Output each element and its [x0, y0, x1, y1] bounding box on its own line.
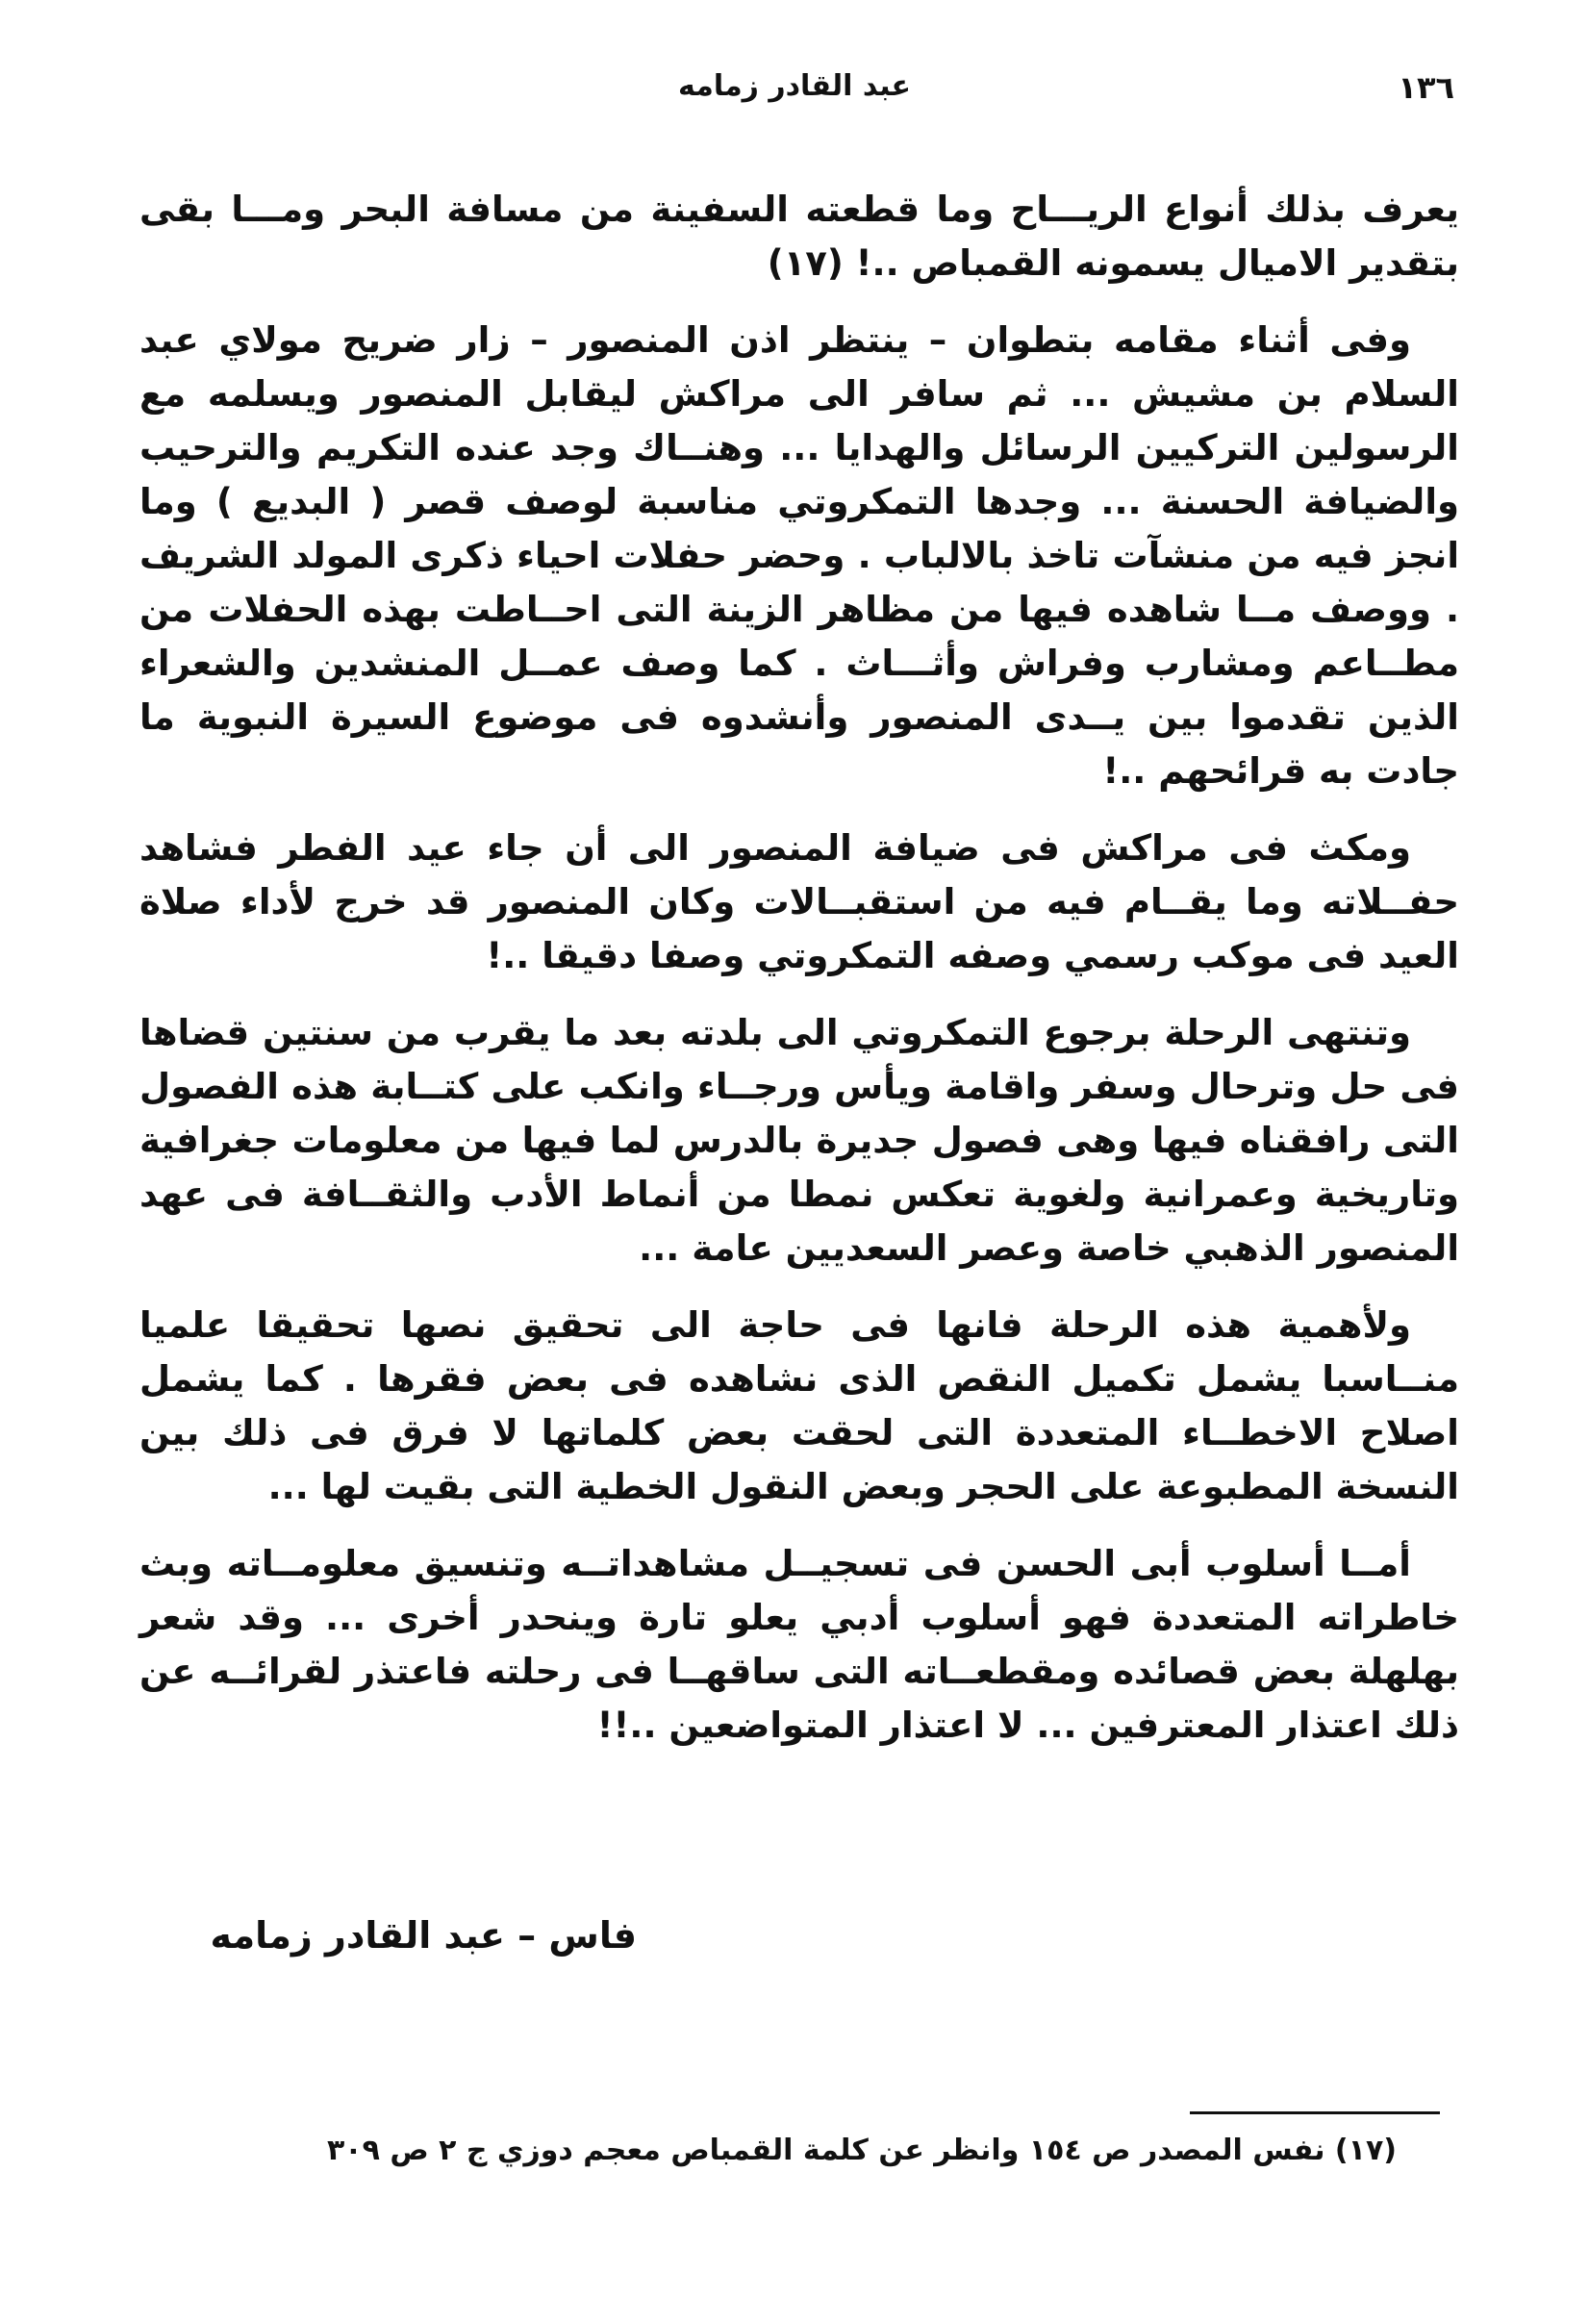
paragraph-2: وفى أثناء مقامه بتطوان – ينتظر اذن المنصور – زار ضريح مولاي عبد السلام بن مشيش ... ثم سافر الى مراكش ليقابل المنصور ويسلمه مع الرسولين التركيين الرسائل والهدايا ... وهنــاك وجد عنده التكريم والترحيب والضيافة الحسنة ... وجدها التمكروتي مناسبة لوصف قصر ( البديع ) وما انجز فيه من منشآت تاخذ بالالباب . وحضر حفلات احياء ذكرى المولد الشريف . ووصف مــا شاهده فيها من مظاهر الزينة التى احــاطت بهذه الحفلات من مطــاعم ومشارب وفراش وأثـــاث . كما وصف عمــل المنشدين والشعراء الذين تقدموا بين يــدى المنصور وأنشدوه فى موضوع السيرة النبوية ما جادت به قرائحهم ..!: [139, 319, 1459, 792]
paragraph-6: أمــا أسلوب أبى الحسن فى تسجيــل مشاهداتــه وتنسيق معلومــاته وبث خاطراته المتعددة فهو أسلوب أدبي يعلو تارة وينحدر أخرى ... وقد شعر بهلهلة بعض قصائده ومقطعــاته التى ساقهــا فى رحلته فاعتذر لقرائــه عن ذلك اعتذار المعترفين ... لا اعتذار المتواضعين ..!!: [139, 1543, 1459, 1746]
running-title: عبد القادر زمامه: [678, 69, 911, 103]
paragraph-5: ولأهمية هذه الرحلة فانها فى حاجة الى تحقيق نصها تحقيقا علميا منــاسبا يشمل تكميل النقص الذى نشاهده فى بعض فقرها . كما يشمل اصلاح الاخطــاء المتعددة التى لحقت بعض كلماتها لا فرق فى ذلك بين النسخة المطبوعة على الحجر وبعض النقول الخطية التى بقيت لها ...: [139, 1304, 1459, 1507]
page-header: [135, 69, 1454, 127]
footnote-divider: [1190, 2111, 1440, 2114]
paragraph-4: وتنتهى الرحلة برجوع التمكروتي الى بلدته بعد ما يقرب من سنتين قضاها فى حل وترحال وسفر واقامة ويأس ورجــاء وانكب على كتــابة هذه الفصول التى رافقناه فيها وهى فصول جديرة بالدرس لما فيها من معلومات جغرافية وتاريخية وعمرانية ولغوية تعكس نمطا من أنماط الأدب والثقــافة فى عهد المنصور الذهبي خاصة وعصر السعديين عامة ...: [139, 1012, 1459, 1269]
author-signature: فاس – عبد القادر زمامه: [210, 1914, 637, 1957]
paragraph-3: ومكث فى مراكش فى ضيافة المنصور الى أن جاء عيد الفطر فشاهد حفــلاته وما يقــام فيه من استقبــالات وكان المنصور قد خرج لأداء صلاة العيد فى موكب رسمي وصفه التمكروتي وصفا دقيقا ..!: [139, 827, 1459, 976]
paragraph-1: يعرف بذلك أنواع الريـــاح وما قطعته السفينة من مسافة البحر ومـــا بقى بتقدير الاميال يسمونه القمباص ..! (١٧): [139, 189, 1459, 284]
body-text: [139, 183, 1459, 1776]
footnote: (١٧) نفس المصدر ص ١٥٤ وانظر عن كلمة القمباص معجم دوزي ج ٢ ص ٣٠٩: [326, 2134, 1397, 2167]
page-number: ١٣٦: [1398, 69, 1454, 106]
